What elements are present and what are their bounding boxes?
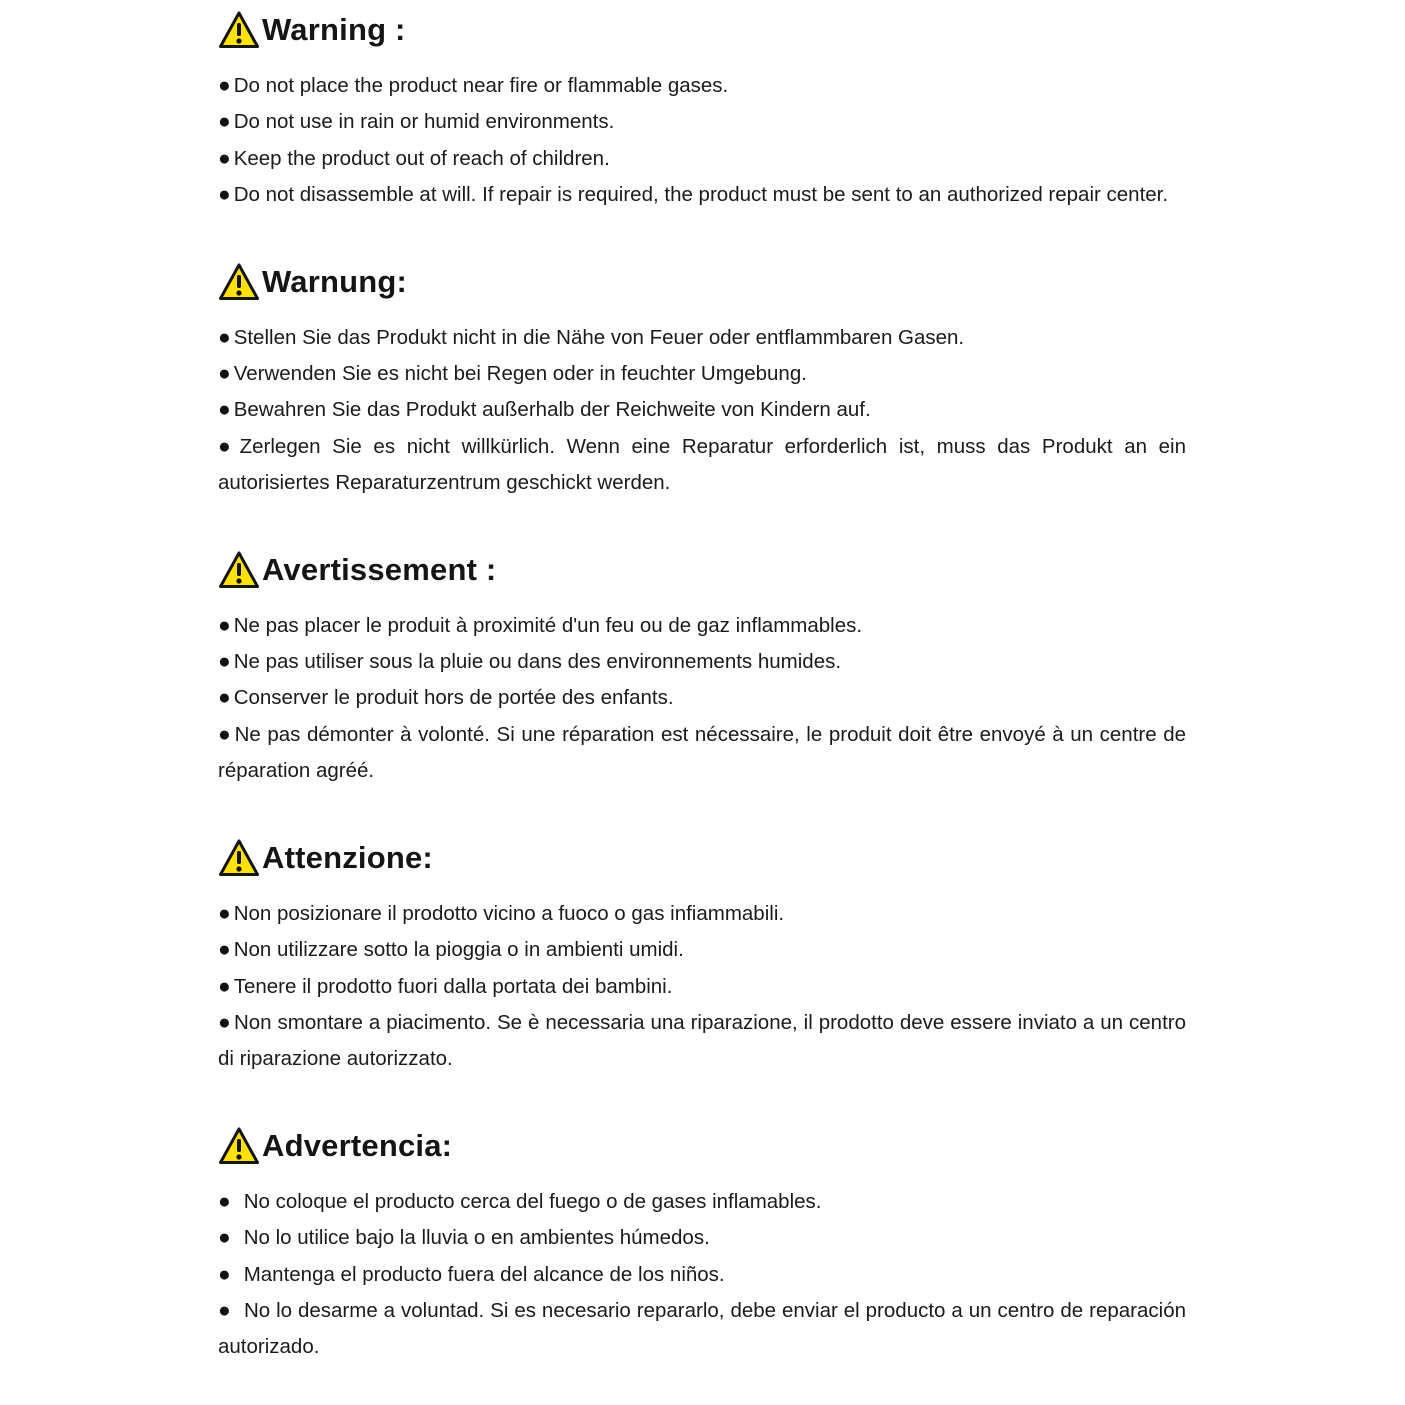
bullet-icon: ● bbox=[218, 613, 231, 637]
bullet-item bbox=[218, 1293, 1186, 1366]
bullet-icon: ● bbox=[218, 362, 231, 386]
bullet-text: Ne pas placer le produit à proximité d'un feu ou de gaz inflammables. bbox=[233, 613, 863, 637]
bullet-text: Bewahren Sie das Produkt außerhalb der Reichweite von Kindern auf. bbox=[233, 398, 871, 422]
section-title: Warnung: bbox=[262, 263, 408, 299]
bullet-item bbox=[218, 68, 1186, 104]
section-title: Attenzione: bbox=[262, 839, 433, 875]
bullet-text: Mantenga el producto fuera del alcance de los niños. bbox=[243, 1262, 725, 1286]
section-heading bbox=[218, 834, 1186, 882]
bullet-icon: ● bbox=[218, 434, 237, 458]
bullet-text: Keep the product out of reach of children. bbox=[233, 146, 610, 170]
bullet-text: Non smontare a piacimento. Se è necessaria una riparazione, il prodotto deve essere inviato a un centro di riparazione autorizzato. bbox=[218, 1010, 1186, 1071]
bullet-item bbox=[218, 1220, 1186, 1256]
bullet-icon: ● bbox=[218, 1226, 231, 1250]
bullet-text: Verwenden Sie es nicht bei Regen oder in feuchter Umgebung. bbox=[233, 362, 807, 386]
bullet-item bbox=[218, 356, 1186, 392]
bullet-icon: ● bbox=[218, 146, 231, 170]
bullet-item bbox=[218, 932, 1186, 968]
warning-triangle-icon bbox=[218, 10, 260, 50]
bullet-item bbox=[218, 429, 1186, 502]
warning-section-german bbox=[218, 258, 1186, 502]
warning-triangle-icon bbox=[218, 262, 260, 302]
bullet-item bbox=[218, 608, 1186, 644]
bullet-item bbox=[218, 717, 1186, 790]
bullet-text: Do not disassemble at will. If repair is required, the product must be sent to an authorized repair center. bbox=[233, 183, 1169, 207]
bullet-icon: ● bbox=[218, 325, 231, 349]
bullet-icon: ● bbox=[218, 74, 231, 97]
bullet-icon: ● bbox=[218, 722, 232, 746]
bullet-list bbox=[218, 896, 1186, 1078]
bullet-icon: ● bbox=[218, 1010, 231, 1034]
bullet-item bbox=[218, 969, 1186, 1005]
section-heading bbox=[218, 258, 1186, 306]
bullet-text: Stellen Sie das Produkt nicht in die Nähe von Feuer oder entflammbaren Gasen. bbox=[233, 325, 965, 349]
bullet-icon: ● bbox=[218, 1298, 231, 1322]
bullet-item bbox=[218, 1257, 1186, 1293]
warning-section-english bbox=[218, 6, 1186, 214]
bullet-item bbox=[218, 177, 1186, 213]
bullet-icon: ● bbox=[218, 938, 231, 962]
bullet-text: Conserver le produit hors de portée des enfants. bbox=[233, 686, 674, 710]
section-title: Warning : bbox=[262, 12, 406, 47]
section-heading bbox=[218, 1122, 1186, 1170]
warning-sections-container bbox=[218, 6, 1186, 1366]
bullet-item bbox=[218, 644, 1186, 680]
bullet-item bbox=[218, 1005, 1186, 1078]
bullet-icon: ● bbox=[218, 1189, 231, 1213]
bullet-item bbox=[218, 104, 1186, 140]
bullet-icon: ● bbox=[218, 183, 231, 207]
bullet-text: Tenere il prodotto fuori dalla portata dei bambini. bbox=[233, 974, 673, 998]
bullet-item bbox=[218, 1184, 1186, 1220]
bullet-icon: ● bbox=[218, 686, 231, 710]
warning-section-french bbox=[218, 546, 1186, 790]
bullet-text: No coloque el producto cerca del fuego o de gases inflamables. bbox=[243, 1189, 822, 1213]
bullet-icon: ● bbox=[218, 650, 231, 674]
section-title: Advertencia: bbox=[262, 1127, 453, 1163]
bullet-icon: ● bbox=[218, 1262, 231, 1286]
section-heading bbox=[218, 546, 1186, 594]
bullet-list bbox=[218, 68, 1186, 214]
bullet-item bbox=[218, 392, 1186, 428]
section-title: Avertissement : bbox=[262, 551, 497, 587]
bullet-text: Do not use in rain or humid environments. bbox=[233, 110, 615, 134]
bullet-text: No lo desarme a voluntad. Si es necesario repararlo, debe enviar el producto a un centro de reparación autorizado. bbox=[218, 1298, 1186, 1359]
bullet-item bbox=[218, 141, 1186, 177]
bullet-text: Non posizionare il prodotto vicino a fuoco o gas infiammabili. bbox=[233, 901, 785, 925]
bullet-list bbox=[218, 320, 1186, 502]
warning-section-italian bbox=[218, 834, 1186, 1078]
warning-section-spanish bbox=[218, 1122, 1186, 1366]
bullet-text: Non utilizzare sotto la pioggia o in ambienti umidi. bbox=[233, 938, 684, 962]
warning-triangle-icon bbox=[218, 838, 260, 878]
bullet-text: Ne pas démonter à volonté. Si une réparation est nécessaire, le produit doit être envoyé à un centre de réparation agréé. bbox=[218, 722, 1187, 783]
bullet-text: Ne pas utiliser sous la pluie ou dans des environnements humides. bbox=[233, 650, 842, 674]
bullet-item bbox=[218, 680, 1186, 716]
bullet-text: No lo utilice bajo la lluvia o en ambientes húmedos. bbox=[243, 1226, 710, 1250]
bullet-list bbox=[218, 608, 1186, 790]
bullet-icon: ● bbox=[218, 110, 231, 134]
bullet-list bbox=[218, 1184, 1186, 1366]
bullet-text: Zerlegen Sie es nicht willkürlich. Wenn eine Reparatur erforderlich ist, muss das Produkt an ein autorisiertes Reparaturzentrum geschickt werden. bbox=[218, 434, 1186, 495]
bullet-item bbox=[218, 320, 1186, 356]
bullet-item bbox=[218, 896, 1186, 932]
section-heading bbox=[218, 6, 1186, 54]
bullet-icon: ● bbox=[218, 901, 231, 925]
warning-triangle-icon bbox=[218, 550, 260, 590]
bullet-icon: ● bbox=[218, 398, 231, 422]
bullet-icon: ● bbox=[218, 974, 231, 998]
warning-triangle-icon bbox=[218, 1126, 260, 1166]
bullet-text: Do not place the product near fire or flammable gases. bbox=[233, 74, 729, 97]
